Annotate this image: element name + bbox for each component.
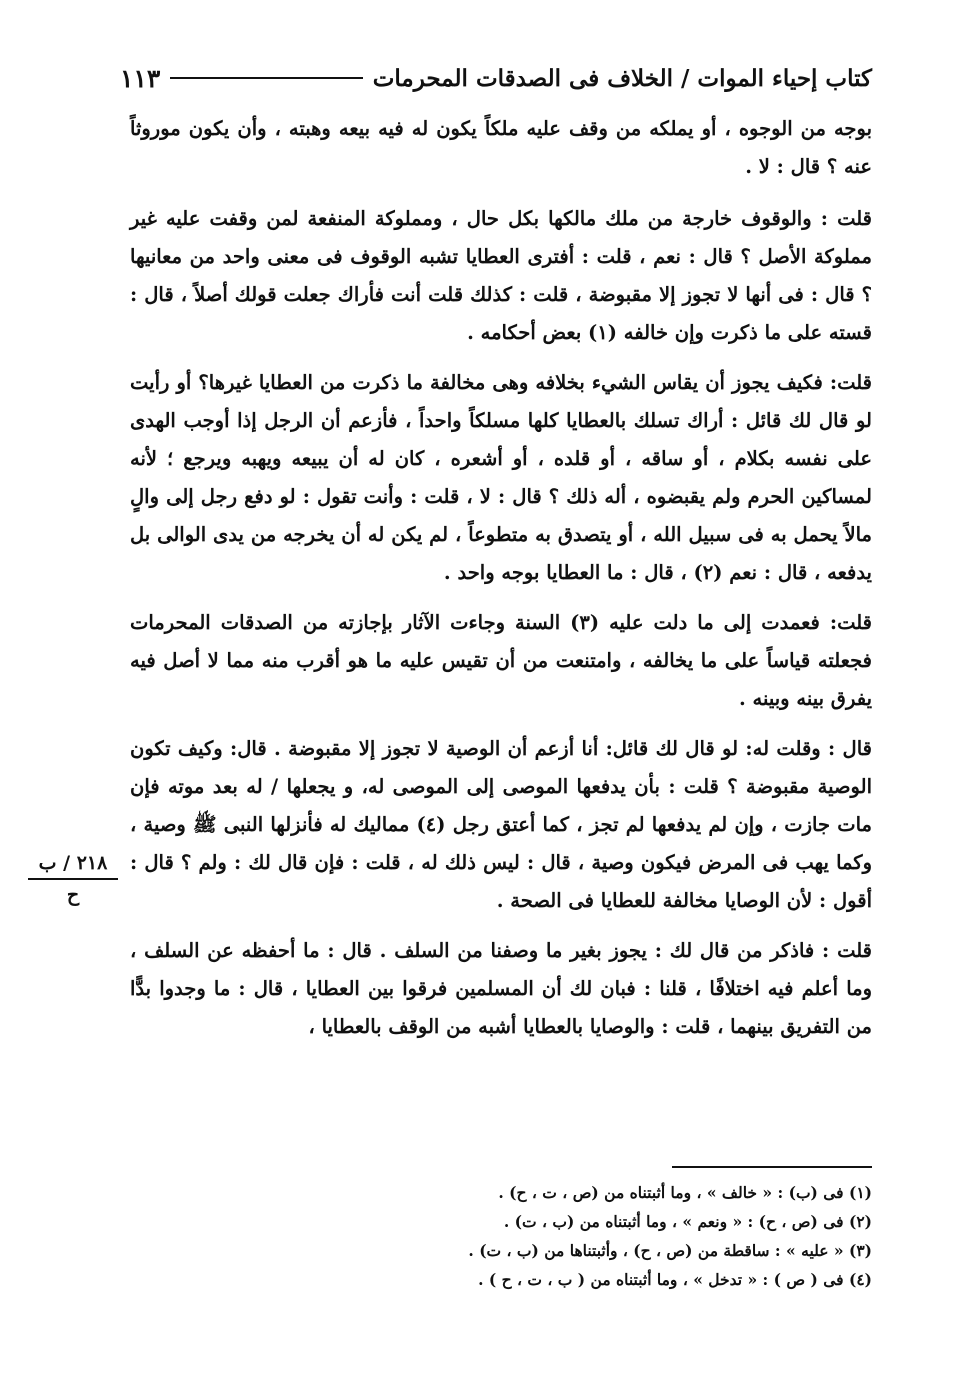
manuscript-folio-note [28, 850, 118, 908]
paragraph: قلت : والوقوف خارجة من ملك مالكها بكل حال ، ومملوكة المنفعة لمن وقفت عليه غير مملوكة الأصل ؟ قال : نعم ، قلت : أفترى العطايا تشبه الوقوف فى معنى واحد من معانيها ؟ قال : فى أنها لا تجوز إلا مقبوضة ، قلت : كذلك قلت أنت فأراك جعلت قولك أصلاً ، قال : قسته على ما ذكرت وإن خالفه (١) بعض أحكامه . [130, 207, 872, 344]
page-number: ١١٣ [120, 63, 161, 93]
running-title: كتاب إحياء الموات / الخلاف فى الصدقات المحرمات [372, 64, 872, 92]
folio-reference: ٢١٨ / ب [28, 850, 118, 880]
main-text [130, 110, 872, 1058]
paragraph: قال : وقلت له: لو قال لك قائل: أنا أزعم أن الوصية لا تجوز إلا مقبوضة . قال: وكيف تكون الوصية مقبوضة ؟ قلت : بأن يدفعها الموصى إلى الموصى له، و يجعلها / له بعد موته فإن مات جازت ، وإن لم يدفعها لم تجز ، كما أعتق رجل (٤) مماليك له فأنزلها النبى ﷺ وصية ، وكما يهب فى المرض فيكون وصية ، قال : ليس ذلك له ، قلت : فإن قال لك : ولم ؟ قال : أقول : لأن الوصايا مخالفة للعطايا فى الصحة . [130, 737, 872, 912]
paragraph: قلت: فكيف يجوز أن يقاس الشيء بخلافه وهى مخالفة ما ذكرت من العطايا غيرها؟ أو رأيت لو قال لك قائل : أراك تسلك بالعطايا كلها مسلكاً واحداً ، فأزعم أن الرجل إذا أوجب الهدى على نفسه بكلام ، أو ساقه ، أو قلده ، أو أشعره ، كان له أن يبيعه ويهبه ويرجع ؛ لأنه لمساكين الحرم ولم يقبضوه ، أله ذلك ؟ قال : لا ، قلت : وأنت تقول : لو دفع رجل إلى والٍ مالاً يحمل به فى سبيل الله ، أو يتصدق به متطوعاً ، لم يكن له أن يخرجه من يدى الوالى بل يدفعه ، قال : نعم (٢) ، قال : ما العطايا بوجه واحد . [130, 371, 872, 584]
running-header [120, 58, 872, 98]
paragraph: بوجه من الوجوه ، أو يملكه من وقف عليه ملكاً يكون له فيه بيعه وهبته ، وأن يكون موروثاً عنه ؟ قال : لا . [130, 117, 872, 178]
footnotes [300, 1178, 872, 1294]
paragraph: قلت: فعمدت إلى ما دلت عليه (٣) السنة وجاءت الآثار بإجازته من الصدقات المحرمات فجعلته قياساً على ما يخالفه ، وامتنعت من أن تقيس عليه ما هو أقرب منه مما لا أصل فيه يفرق بينه وبينه . [130, 611, 872, 710]
footnote: (٢) فى (ص ، ح) : « ونعم » ، وما أثبتناه من (ب ، ت) . [503, 1212, 872, 1231]
footnote: (٤) فى ( ص ) : « تدخل » ، وما أثبتناه من ( ب ، ت ، ح ) . [478, 1270, 872, 1289]
footnote: (١) فى (ب) : « خالف » ، وما أثبتناه من (ص ، ت ، ح) . [498, 1183, 872, 1202]
manuscript-code: ح [66, 884, 80, 906]
footnote: (٣) « عليه » : ساقطة من (ص ، ح) ، وأثبتناها من (ب ، ت) . [468, 1241, 872, 1260]
footnote-separator [672, 1166, 872, 1168]
header-rule [170, 77, 362, 79]
paragraph: قلت : فاذكر من قال لك : يجوز بغير ما وصفنا من السلف . قال : ما أحفظه عن السلف ، وما أعلم فيه اختلافًا ، قلنا : فبان لك أن المسلمين فرقوا بين العطايا ، قال : ما وجدوا بدًّا من التفريق بينهما ، قلت : والوصايا بالعطايا أشبه من الوقف بالعطايا ، [130, 939, 872, 1038]
